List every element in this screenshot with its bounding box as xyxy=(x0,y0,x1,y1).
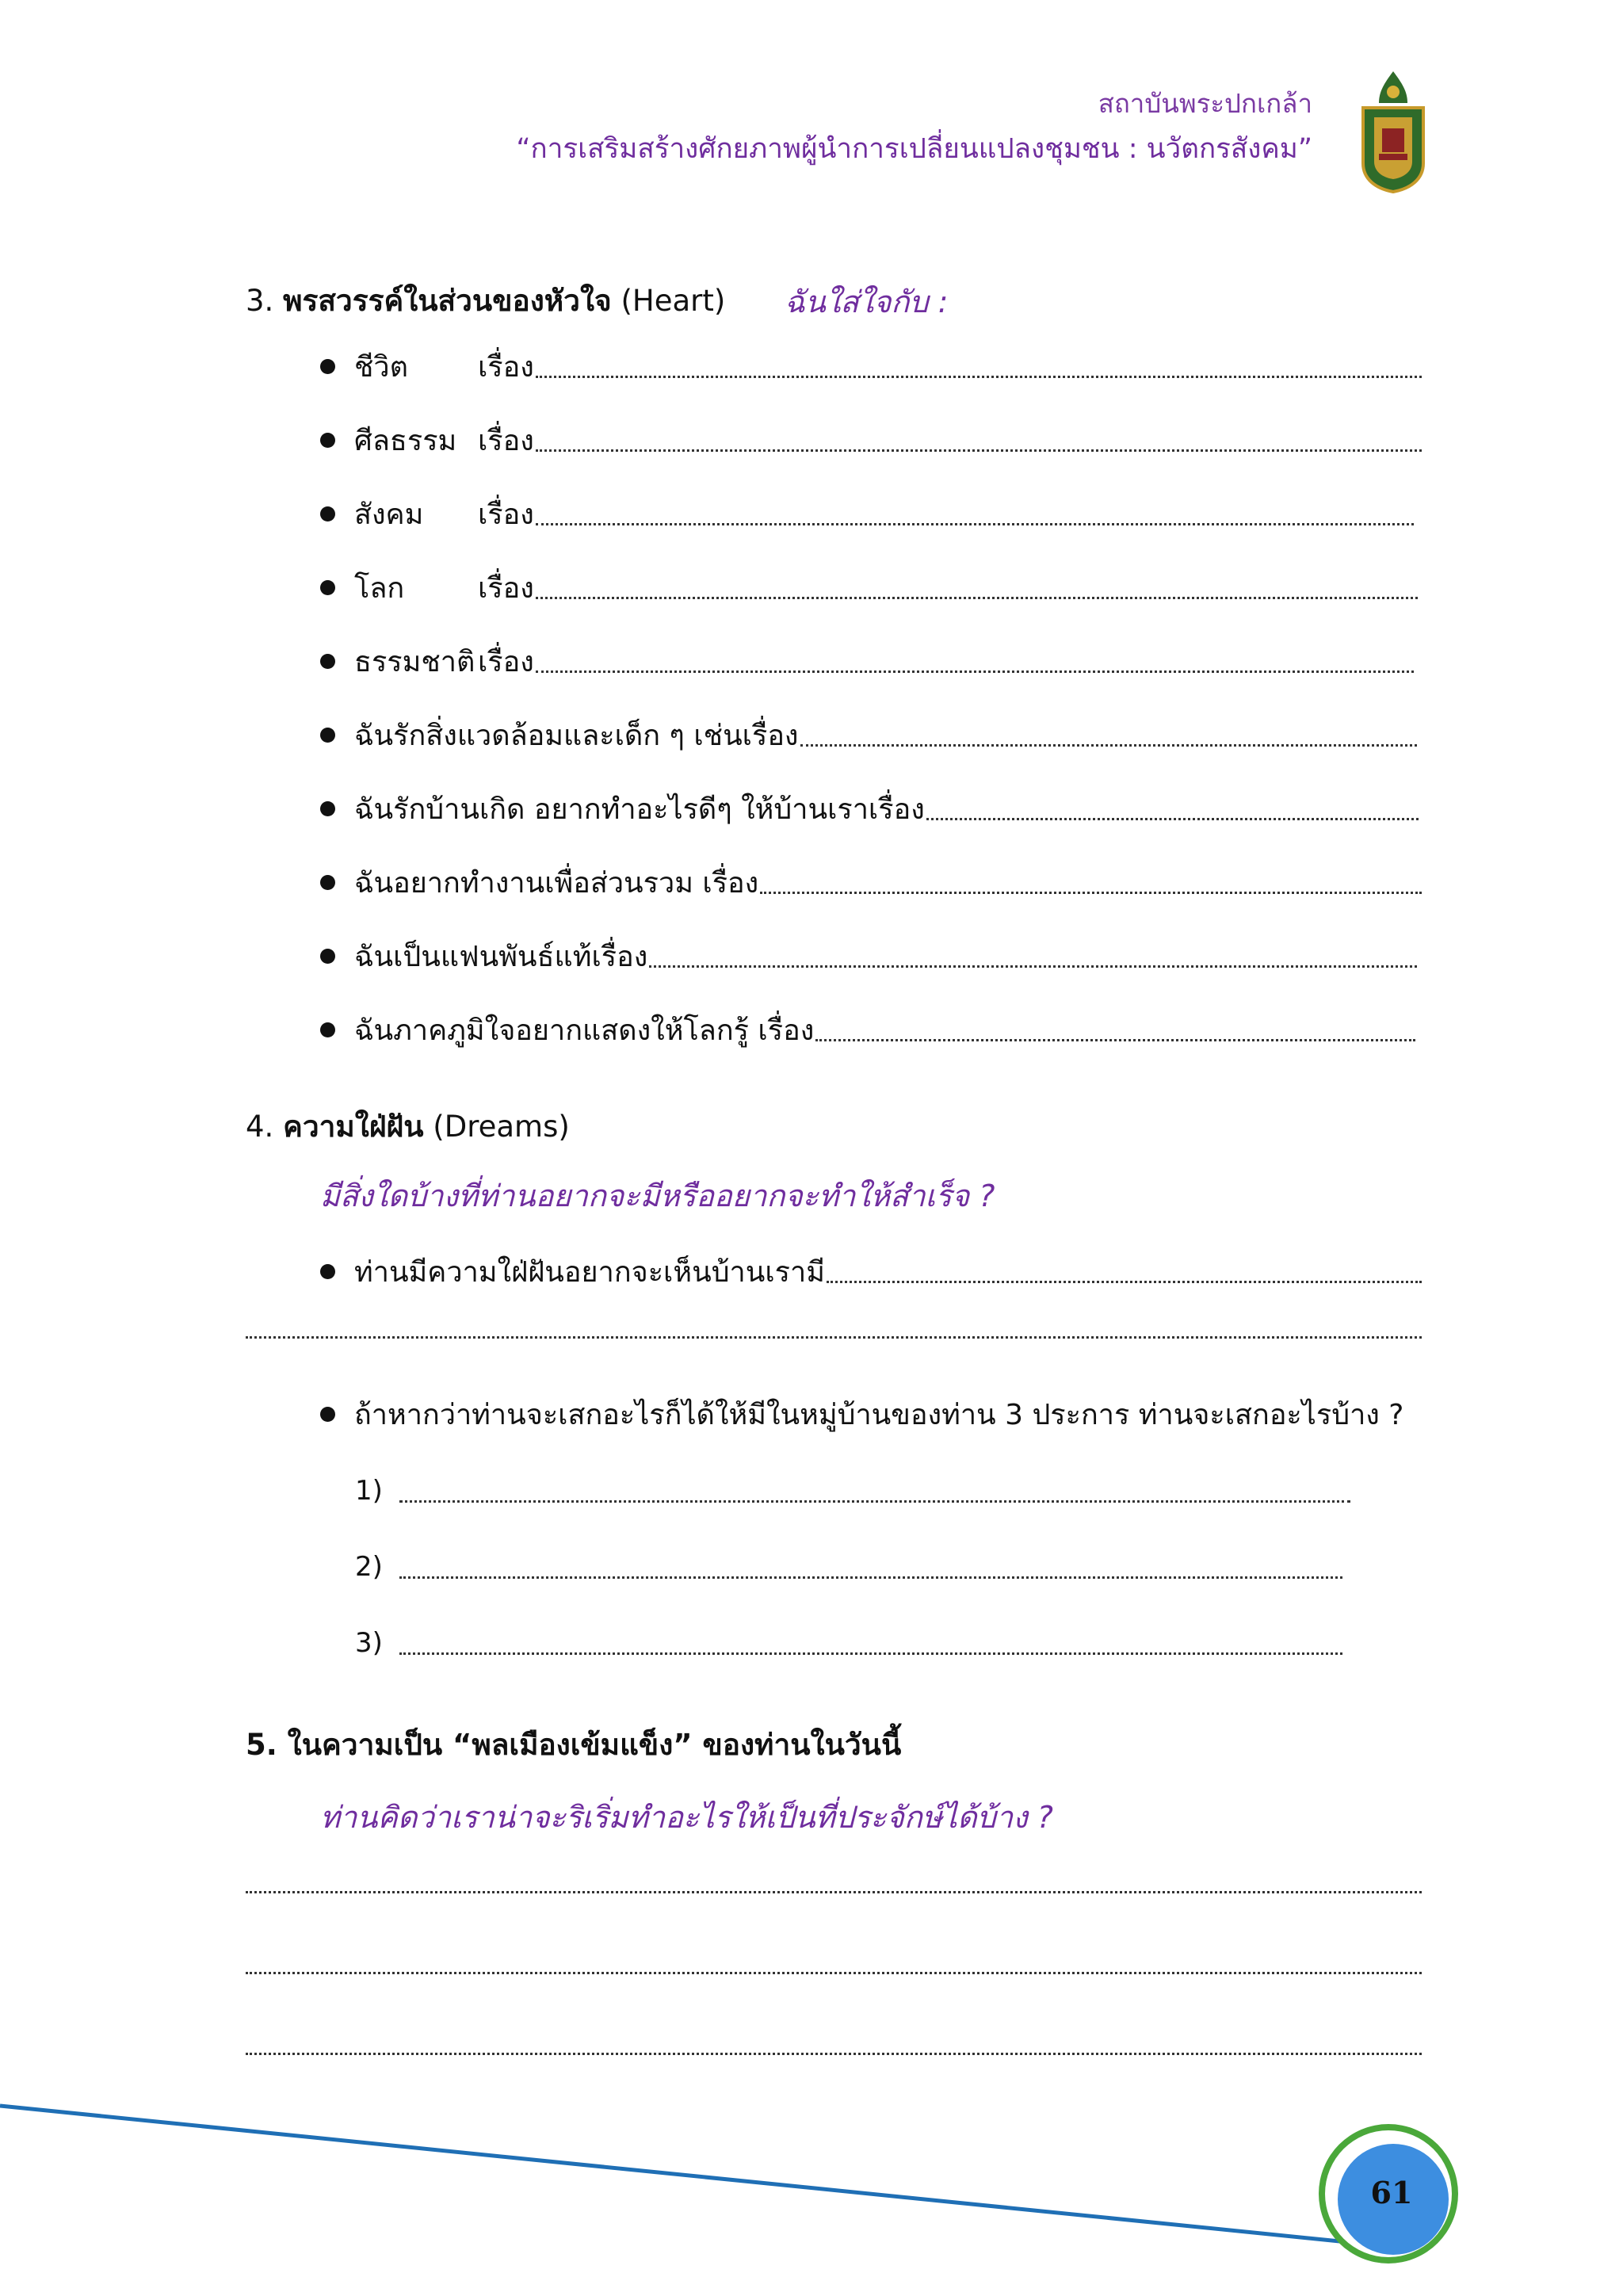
list-item xyxy=(320,495,1414,533)
fill-in-line[interactable] xyxy=(246,2053,1422,2055)
fill-in-line[interactable] xyxy=(536,376,1422,378)
answer-number: 2) xyxy=(355,1551,383,1583)
item-topic: เรื่อง xyxy=(478,571,534,605)
section-4-heading xyxy=(246,1103,570,1150)
section-3-title: พรสวรรค์ในส่วนของหัวใจ xyxy=(283,284,612,318)
bullet-icon xyxy=(320,580,335,595)
item-label: ฉันรักสิ่งแวดล้อมและเด็ก ๆ เช่นเรื่อง xyxy=(354,719,799,752)
fill-in-line[interactable] xyxy=(536,523,1414,525)
fill-in-line[interactable] xyxy=(800,744,1417,747)
answer-number: 3) xyxy=(355,1627,383,1659)
item-topic: เรื่อง xyxy=(478,498,534,531)
section-4-title-en: (Dreams) xyxy=(433,1110,570,1144)
bullet-icon xyxy=(320,1264,335,1279)
item-label: ชีวิต xyxy=(354,350,409,384)
bullet-icon xyxy=(320,1407,335,1422)
fill-in-line[interactable] xyxy=(536,670,1414,673)
institute-crest-logo xyxy=(1355,68,1431,193)
page-number: 61 xyxy=(1370,2175,1413,2210)
item-label: ศีลธรรม xyxy=(354,424,457,457)
item-label: ธรรมชาติ xyxy=(354,645,475,678)
section-3-title-en: (Heart) xyxy=(621,284,726,318)
list-item xyxy=(320,937,1417,975)
fill-in-line[interactable] xyxy=(926,818,1419,820)
fill-in-line[interactable] xyxy=(536,597,1418,599)
section-5-heading: 5. ในความเป็น “พลเมืองเข้มแข็ง” ของท่านในวันนี้ xyxy=(246,1728,902,1762)
fill-in-line[interactable] xyxy=(536,449,1422,452)
fill-in-line[interactable] xyxy=(246,1972,1422,1974)
item-label: ถ้าหากว่าท่านจะเสกอะไรก็ได้ให้มีในหมู่บ้านของท่าน 3 ประการ ท่านจะเสกอะไรบ้าง ? xyxy=(354,1398,1404,1431)
numbered-answer xyxy=(355,1625,1342,1661)
list-item xyxy=(320,716,1417,754)
bullet-icon xyxy=(320,728,335,743)
item-label: ฉันรักบ้านเกิด อยากทำอะไรดีๆ ให้บ้านเราเรื่อง xyxy=(354,793,925,826)
institute-name: สถาบันพระปกเกล้า xyxy=(1098,88,1312,119)
section-3-heading xyxy=(246,277,725,324)
bullet-icon xyxy=(320,1022,335,1037)
list-item xyxy=(320,568,1418,606)
fill-in-line[interactable] xyxy=(246,1336,1422,1339)
bullet-icon xyxy=(320,654,335,669)
numbered-answer xyxy=(355,1549,1342,1585)
item-label: ท่านมีความใฝ่ฝันอยากจะเห็นบ้านเรามี xyxy=(354,1255,825,1289)
list-item xyxy=(320,863,1422,901)
item-label: ฉันอยากทำงานเพื่อส่วนรวม เรื่อง xyxy=(354,866,759,900)
fill-in-line[interactable] xyxy=(399,1576,1342,1579)
list-item xyxy=(320,421,1422,459)
bullet-icon xyxy=(320,506,335,521)
bullet-icon xyxy=(320,949,335,964)
fill-in-line[interactable] xyxy=(827,1281,1422,1283)
footer-line xyxy=(0,2106,1371,2244)
list-item xyxy=(320,1395,1430,1433)
item-label: โลก xyxy=(354,571,405,605)
fill-in-line[interactable] xyxy=(815,1039,1415,1041)
fill-in-line[interactable] xyxy=(760,892,1422,894)
section-4-prompt: มีสิ่งใดบ้างที่ท่านอยากจะมีหรืออยากจะทำให้สำเร็จ ? xyxy=(320,1179,995,1213)
section-3-number: 3. xyxy=(246,284,274,318)
bullet-icon xyxy=(320,433,335,448)
item-label: ฉันภาคภูมิใจอยากแสดงให้โลกรู้ เรื่อง xyxy=(354,1014,815,1047)
bullet-icon xyxy=(320,801,335,816)
item-topic: เรื่อง xyxy=(478,424,534,457)
fill-in-line[interactable] xyxy=(649,965,1417,968)
answer-number: 1) xyxy=(355,1475,383,1507)
fill-in-line[interactable] xyxy=(246,1891,1422,1893)
item-label: ฉันเป็นแฟนพันธ์แท้เรื่อง xyxy=(354,940,648,973)
numbered-answer xyxy=(355,1473,1350,1509)
course-title: “การเสริมสร้างศักยภาพผู้นำการเปลี่ยนแปลงชุมชน : นวัตกรสังคม” xyxy=(516,133,1312,165)
list-item xyxy=(320,347,1422,385)
list-item xyxy=(320,642,1414,680)
bullet-icon xyxy=(320,875,335,890)
item-label: สังคม xyxy=(354,498,424,531)
section-5-prompt: ท่านคิดว่าเราน่าจะริเริ่มทำอะไรให้เป็นที่ประจักษ์ได้บ้าง ? xyxy=(320,1800,1053,1835)
section-4-number: 4. xyxy=(246,1110,274,1144)
section-3-prompt: ฉันใส่ใจกับ : xyxy=(785,285,949,319)
item-topic: เรื่อง xyxy=(478,645,534,678)
list-item xyxy=(320,1010,1415,1049)
fill-in-line[interactable] xyxy=(399,1500,1350,1503)
list-item xyxy=(320,1252,1422,1290)
list-item xyxy=(320,789,1419,827)
fill-in-line[interactable] xyxy=(399,1652,1342,1655)
bullet-icon xyxy=(320,359,335,374)
section-4-title: ความใฝ่ฝัน xyxy=(283,1110,424,1144)
item-topic: เรื่อง xyxy=(478,350,534,384)
